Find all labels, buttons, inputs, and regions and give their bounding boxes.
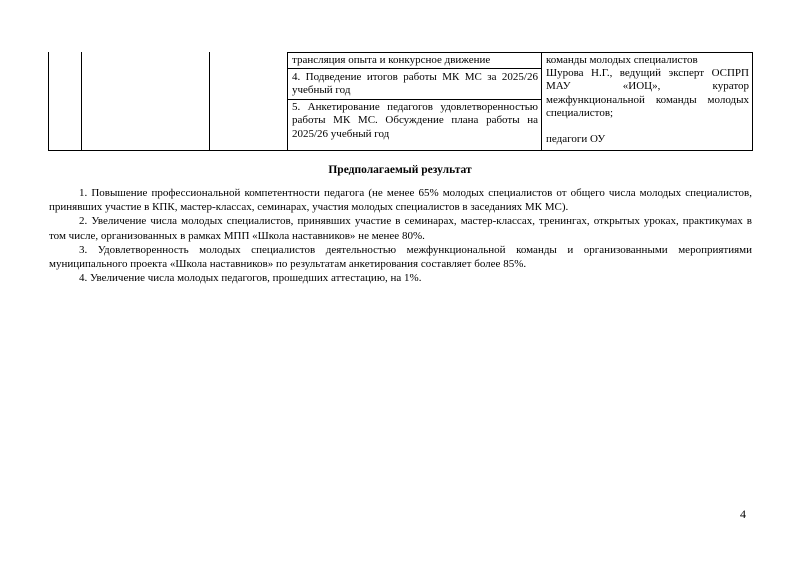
activity-cell: трансляция опыта и конкурсное движение [292,54,491,66]
result-item: 1. Повышение профессиональной компетентности педагога (не менее 65% молодых специалистов от общего числа молодых специалистов, принявших участие в КПК, мастер-классах, семинарах, участия молодых специалистов в заседаниях МК МС). [49,187,752,214]
table-border [287,52,753,53]
responsible-cell: педагоги ОУ [546,133,606,145]
result-item: 2. Увеличение числа молодых специалистов, принявших участие в семинарах, мастер-классах, тренингах, открытых уроках, практикумах в том числе, организованных в рамках МПП «Школа наставников» не менее 80%. [49,215,752,242]
activity-cell: 5. Анкетирование педагогов удовлетворенностью работы МК МС. Обсуждение плана работы на 2025/26 учебный год [292,101,538,140]
table-border [287,52,288,151]
table-border [287,68,541,69]
page-number: 4 [740,507,746,521]
responsible-cell: команды молодых специалистов [546,54,698,66]
result-item: 3. Удовлетворенность молодых специалистов деятельностью межфункциональной команды и организованными мероприятиями муниципального проекта «Школа наставников» по результатам анкетирования составляет более 85%. [49,243,752,271]
section-title: Предполагаемый результат [328,164,472,176]
responsible-cell: Шурова Н.Г., ведущий эксперт ОСПРП МАУ «ИОЦ», куратор межфункциональной команды молодых специалистов; [546,67,749,119]
activity-cell: 4. Подведение итогов работы МК МС за 2025/26 учебный год [292,71,538,97]
table-border [752,52,753,151]
table-border [81,52,82,151]
table-border [48,150,753,151]
result-list [49,186,752,285]
result-item: 4. Увеличение числа молодых педагогов, прошедших аттестацию, на 1%. [79,272,422,285]
table-border [48,52,49,151]
table-border [209,52,210,151]
table-border [287,99,541,100]
table-border [541,52,542,151]
